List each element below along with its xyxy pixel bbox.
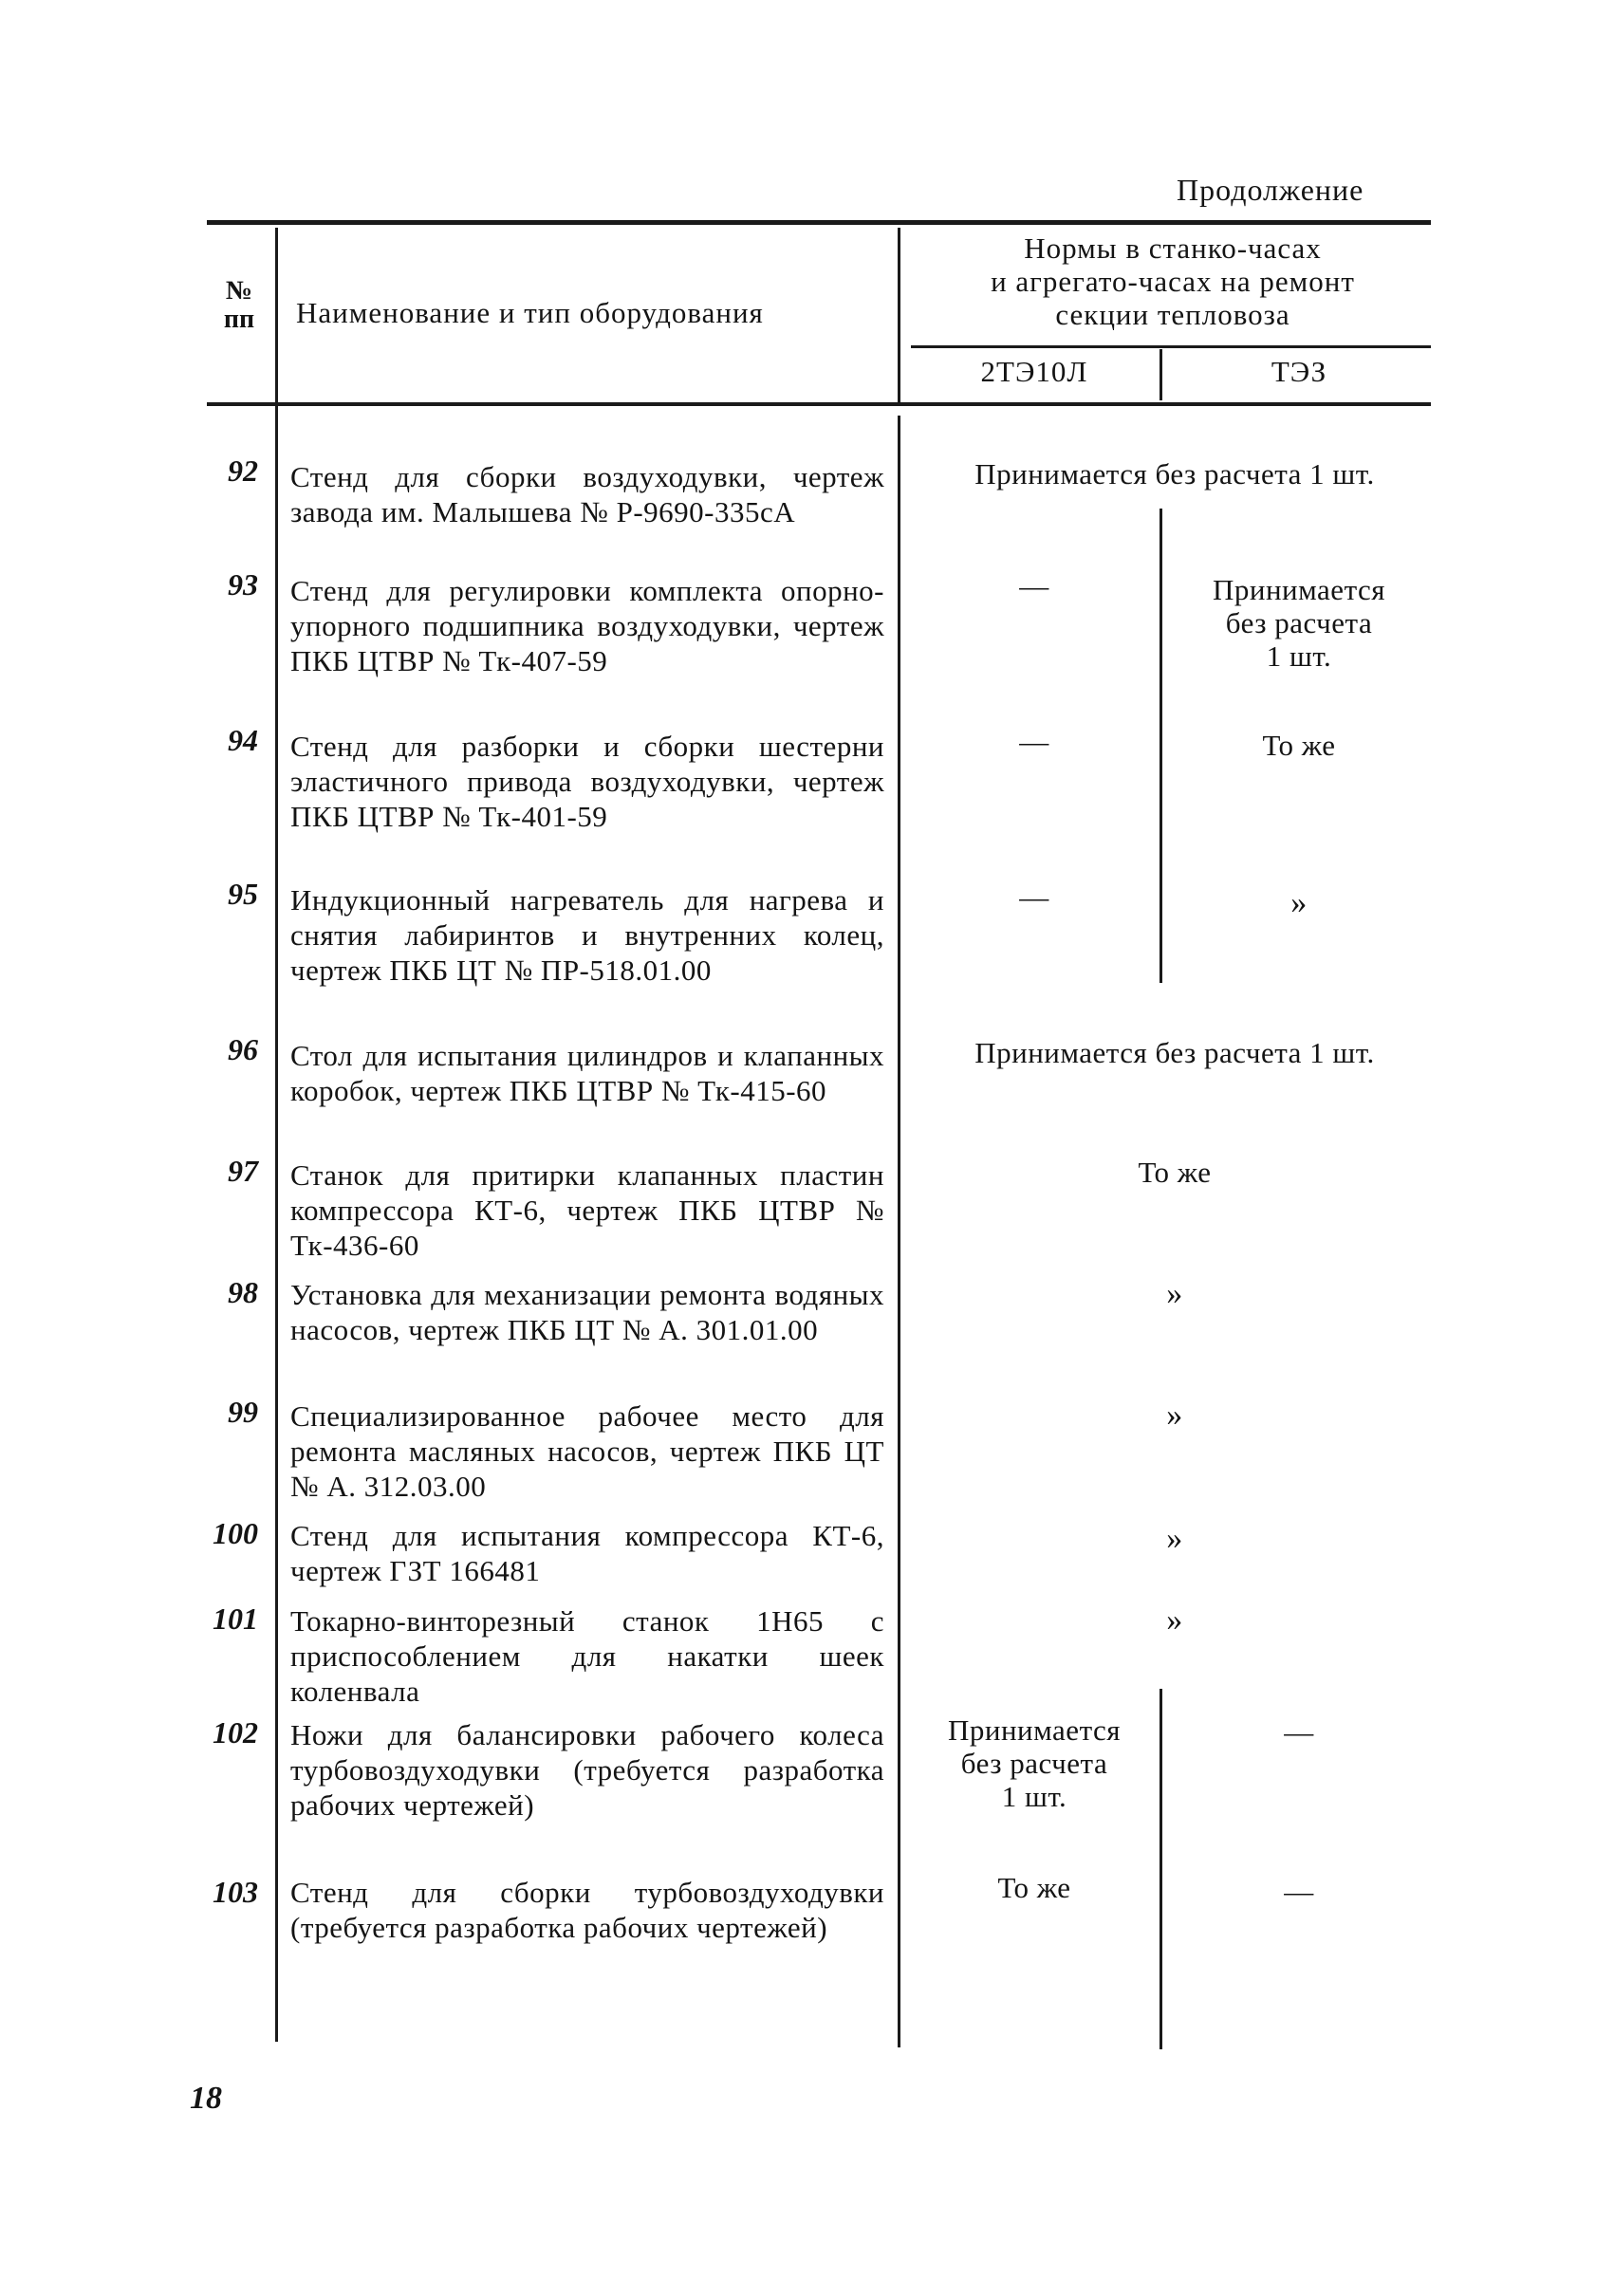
row-number: 102	[213, 1715, 258, 1750]
equipment-name: Стенд для регулировки комплекта опорно-упорного подшипника воздуходувки, чертеж ПКБ ЦТВР № Тк-407-59	[290, 574, 884, 677]
equipment-name: Установка для механизации ремонта водяных насосов, чертеж ПКБ ЦТ № А. 301.01.00	[290, 1278, 884, 1346]
table-top-rule	[207, 220, 1431, 225]
norm-te3: То же	[1262, 729, 1336, 762]
norm-both: То же	[1138, 1156, 1212, 1189]
equipment-name: Станок для притирки клапанных пластин компрессора КТ-6, чертеж ПКБ ЦТВР № Тк-436-60	[290, 1158, 884, 1262]
equipment-name: Токарно-винторезный станок 1Н65 с приспособлением для накатки шеек коленвала	[290, 1604, 884, 1708]
column-divider-norms	[1159, 509, 1162, 983]
norm-te3: Принимается без расчета 1 шт.	[1212, 573, 1386, 673]
norm-both: Принимается без расчета 1 шт.	[974, 1036, 1375, 1069]
subheader-rule	[911, 345, 1431, 348]
equipment-name: Стенд для разборки и сборки шестерни эластичного привода воздуходувки, чертеж ПКБ ЦТВР № Тк-401-59	[290, 730, 884, 833]
row-number: 100	[213, 1516, 258, 1550]
equipment-name: Ножи для балансировки рабочего колеса турбовоздуходувки (требуется разработка рабочих чертежей)	[290, 1718, 884, 1822]
row-number: 96	[228, 1032, 258, 1066]
row-number: 94	[228, 723, 258, 757]
norm-2te10l: —	[1019, 569, 1049, 602]
page-number: 18	[190, 2081, 222, 2116]
ditto-mark: »	[1166, 1276, 1183, 1311]
equipment-name: Стол для испытания цилиндров и клапанных коробок, чертеж ПКБ ЦТВР № Тк-415-60	[290, 1039, 884, 1107]
column-divider-subheader	[1159, 349, 1162, 400]
header-2te10l: 2ТЭ10Л	[980, 355, 1088, 388]
equipment-name: Специализированное рабочее место для ремонта масляных насосов, чертеж ПКБ ЦТ № А. 312.03.00	[290, 1399, 884, 1503]
norm-2te10l: —	[1019, 725, 1049, 758]
header-bottom-rule	[207, 402, 1431, 406]
header-te3: ТЭЗ	[1271, 355, 1327, 388]
norm-2te10l: Принимается без расчета 1 шт.	[947, 1713, 1122, 1813]
row-number: 103	[213, 1875, 258, 1909]
header-number: № пп	[223, 276, 255, 334]
row-number: 92	[228, 454, 258, 488]
ditto-mark: »	[1166, 1521, 1183, 1556]
equipment-name: Стенд для испытания компрессора КТ-6, чертеж ГЗТ 166481	[290, 1519, 884, 1587]
column-divider-no	[275, 228, 278, 2042]
ditto-mark: »	[1166, 1602, 1183, 1638]
row-number: 95	[228, 877, 258, 911]
header-norms: Нормы в станко-часах и агрегато-часах на ремонт секции тепловоза	[991, 231, 1355, 331]
equipment-name: Стенд для сборки воздуходувки, чертеж завода им. Малышева № Р-9690-335сА	[290, 460, 884, 528]
norm-te3: —	[1284, 1875, 1314, 1908]
norm-2te10l: То же	[997, 1871, 1071, 1904]
continuation-label: Продолжение	[1177, 173, 1364, 207]
ditto-mark: »	[1166, 1398, 1183, 1433]
row-number: 101	[213, 1602, 258, 1636]
equipment-name: Индукционный нагреватель для нагрева и снятия лабиринтов и внутренних колец, чертеж ПКБ ЦТ № ПР-518.01.00	[290, 883, 884, 987]
row-number: 97	[228, 1154, 258, 1188]
norm-2te10l: —	[1019, 880, 1049, 914]
column-divider-norms	[1159, 1689, 1162, 2049]
row-number: 99	[228, 1395, 258, 1429]
column-divider-name	[898, 416, 900, 2047]
column-divider-name	[898, 228, 900, 402]
norm-both: Принимается без расчета 1 шт.	[974, 457, 1375, 491]
ditto-mark: »	[1290, 885, 1308, 920]
row-number: 93	[228, 567, 258, 602]
equipment-name: Стенд для сборки турбовоздуходувки (требуется разработка рабочих чертежей)	[290, 1876, 884, 1944]
row-number: 98	[228, 1275, 258, 1309]
header-equipment-name: Наименование и тип оборудования	[296, 296, 764, 329]
norm-te3: —	[1284, 1715, 1314, 1749]
